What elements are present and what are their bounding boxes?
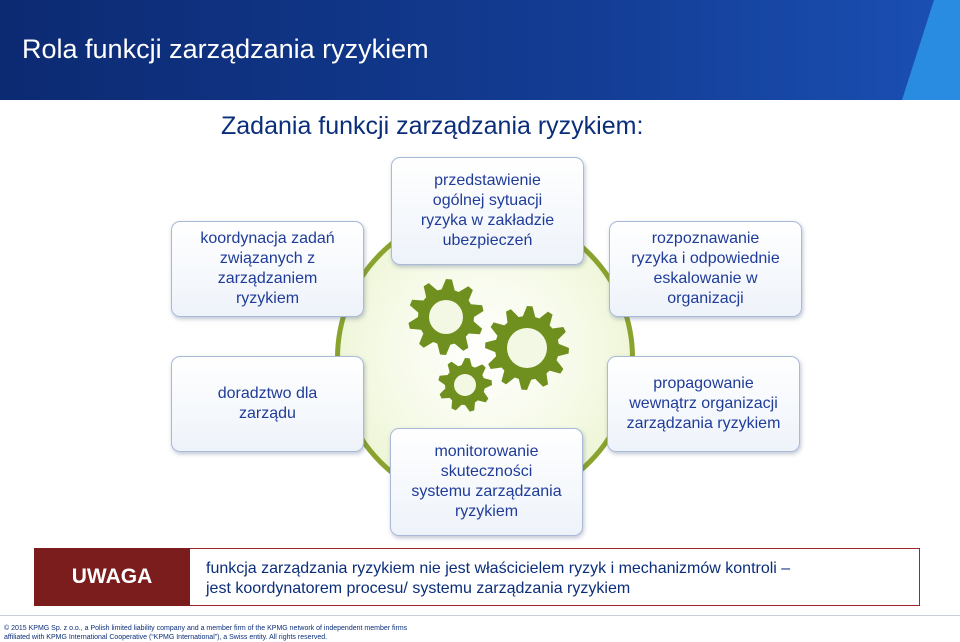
note-text-line: funkcja zarządzania ryzykiem nie jest właścicielem ryzyk i mechanizmów kontroli –: [206, 560, 791, 577]
box-text-line: przedstawienie: [434, 172, 541, 189]
footer-line: © 2015 KPMG Sp. z o.o., a Polish limited liability company and a member firm of the KPMG network of independent member firms: [4, 625, 408, 632]
box-text-line: monitorowanie: [434, 443, 539, 460]
box-text-line: ubezpieczeń: [442, 232, 533, 249]
box-text-line: zarządzaniem: [217, 270, 318, 287]
header-banner: [0, 0, 960, 100]
box-text-line: systemu zarządzania: [411, 483, 562, 500]
box-text-line: związanych z: [219, 250, 316, 267]
box-text-line: organizacji: [667, 290, 744, 307]
footer-divider: [0, 615, 960, 616]
box-text-line: ryzyka i odpowiednie: [631, 250, 780, 267]
box-text-line: ogólnej sytuacji: [432, 192, 543, 209]
task-box-identification: [609, 221, 802, 317]
task-box-promotion: [607, 356, 800, 452]
box-text-line: ryzykiem: [454, 503, 519, 520]
task-box-overview: [391, 157, 584, 265]
task-box-monitoring: [390, 428, 583, 536]
box-text-line: koordynacja zadań: [200, 230, 335, 247]
gear-hole: [507, 328, 547, 368]
gear-hole: [429, 300, 463, 334]
task-box-advisory: [171, 356, 364, 452]
box-text-line: eskalowanie w: [653, 270, 758, 287]
footer-copyright: [4, 624, 407, 642]
box-text-line: doradztwo dla: [217, 385, 318, 402]
note-text: [206, 559, 906, 599]
gear-icon: [408, 279, 483, 355]
box-text-line: rozpoznawanie: [651, 230, 760, 247]
page-title: Rola funkcji zarządzania ryzykiem: [22, 34, 429, 64]
box-text-line: skuteczności: [440, 463, 533, 480]
note-text-line: jest koordynatorem procesu/ systemu zarządzania ryzykiem: [206, 580, 631, 597]
gears-illustration: [400, 275, 580, 425]
box-text-line: ryzykiem: [235, 290, 300, 307]
task-box-coordination: [171, 221, 364, 317]
box-text-line: propagowanie: [653, 375, 754, 392]
box-text-line: zarządzania ryzykiem: [626, 415, 781, 432]
box-text-line: ryzyka w zakładzie: [420, 212, 555, 229]
section-subtitle: Zadania funkcji zarządzania ryzykiem:: [221, 112, 644, 140]
note-box: [190, 548, 920, 606]
note-label: UWAGA: [34, 548, 190, 606]
gear-hole: [454, 374, 476, 396]
gear-icon: [485, 306, 569, 390]
box-text-line: zarządu: [239, 405, 296, 422]
box-text-line: wewnątrz organizacji: [629, 395, 778, 412]
footer-line: affiliated with KPMG International Cooperative (“KPMG International”), a Swiss entity. All rights reserved.: [4, 634, 328, 641]
gear-icon: [438, 358, 492, 412]
